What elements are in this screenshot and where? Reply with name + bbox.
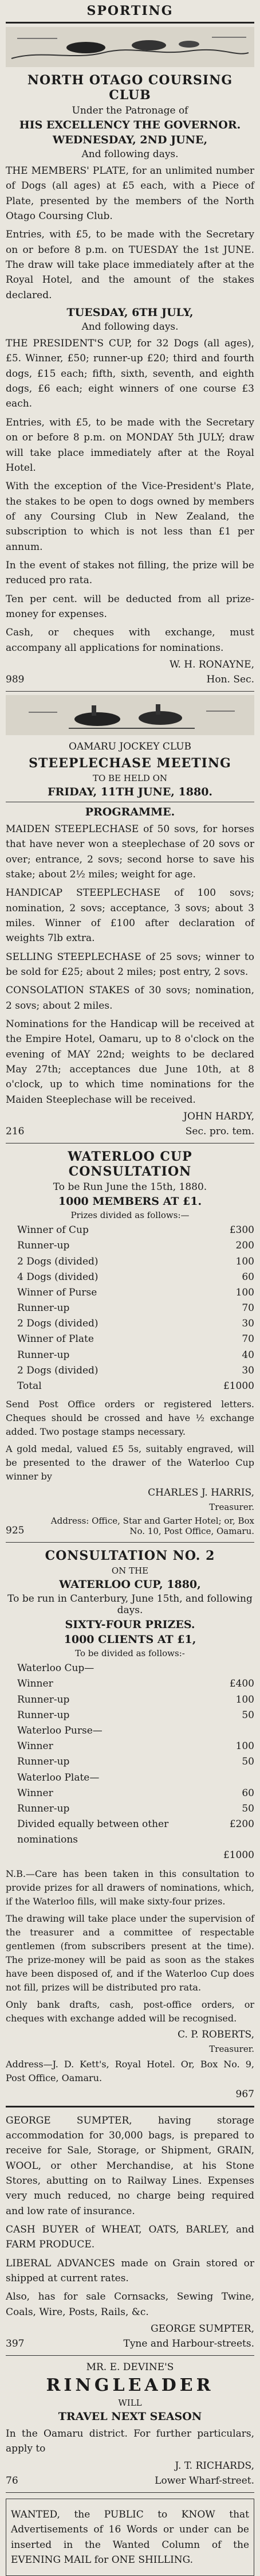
consultation-members: 1000 CLIENTS AT £1, [64,1633,196,1646]
jockey-footer [6,1126,254,1137]
jockey-signer: JOHN HARDY, [183,1111,254,1123]
prize-row: Winner of Plate 70 [17,1333,254,1345]
prizes-heading: Prizes divided as follows:— [70,1210,190,1221]
prize-row: 2 Dogs (divided) 30 [17,1318,254,1330]
group-head: Waterloo Purse— [17,1724,103,1736]
prize-row: Winner 60 [17,1787,254,1799]
ad-ref: 989 [6,673,25,685]
divider [6,691,254,692]
devine-travel: TRAVEL NEXT SEASON [58,2410,202,2423]
event-note: In the event of stakes not filling, the prize will be reduced pro rata. [6,559,254,587]
prize-row: 2 Dogs (divided) 30 [17,1364,254,1376]
prize-row: Winner 100 [17,1740,254,1753]
prize-row: 2 Dogs (divided) 100 [17,1255,254,1267]
prize-row: Winner £400 [17,1678,254,1690]
signer-title: Hon. Sec. [206,673,254,685]
prize-row: Runner-up 40 [17,1349,254,1361]
consultation-bank: Only bank drafts, cash, post-office orders, or cheques with exchange added will be recognised. [6,1999,254,2024]
prize-row: Runner-up 50 [17,1802,254,1814]
prize-row: Runner-up 50 [17,1756,254,1768]
waterloo-signer-title: Treasurer. [209,1502,254,1513]
divider [6,2355,254,2356]
sumpter-ad [6,2113,254,2349]
ad-ref: 216 [6,1126,25,1138]
cash-note: Cash, or cheques with exchange, must accompany all applications for nominations. [6,627,254,654]
consultation-division: To be divided as follows:- [75,1648,185,1659]
ten-percent-note: Ten per cent. will be deducted from all prize-money for expenses. [6,593,254,620]
coursing-ad [6,73,254,685]
date-one: WEDNESDAY, 2ND JUNE, [52,134,208,146]
race-item: MAIDEN STEEPLECHASE of 50 sovs, for horses that have never won a steeplechase of 20 sovs or over; entrance, 2 sovs; second horse to save his stake; about 2½ miles; weight for age. [6,823,254,880]
programme-heading: PROGRAMME. [85,805,175,818]
to-be-held: TO BE HELD ON [92,772,168,783]
prize-row: Runner-up 50 [17,1709,254,1721]
jockey-ad [6,741,254,1137]
divider [6,2106,254,2107]
sumpter-text: GEORGE SUMPTER, having storage accommodation for 30,000 bags, is prepared to receive for Sale, Storage, or Shipment, GRAIN, WOOL, or other Merchandise, at his Stone Stores, abutting on to Railway Lines. Expenses very much reduced, no charge being required and low rate of insurance. [6,2114,254,2217]
coursing-footer [6,674,254,685]
race-item: HANDICAP STEEPLECHASE of 100 sovs; nomination, 2 sovs; acceptance, 3 sovs; about 3 miles. Winner of £100 after declaration of weights 7lb extra. [6,887,254,944]
prize-total: £1000 [223,1849,254,1861]
coursing-signer: W. H. RONAYNE, [169,658,254,670]
entries-one: Entries, with £5, to be made with the Secretary on or before 8 p.m. on TUESDAY the 1st JUNE. The draw will take place immediately after at the Royal Hotel, and the amount of the stakes declared. [6,229,254,301]
consultation-prize-list [17,1661,254,1863]
consultation-run: To be run in Canterbury, June 15th, and following days. [7,1593,253,1617]
divider [6,1542,254,1543]
waterloo-note-one: Send Post Office orders or registered letters. Cheques should be crossed and have ½ exchange added. Two postage stamps necessary. [6,1399,254,1438]
entries-two: Entries, with £5, to be made with the Secretary on or before 8 p.m. on MONDAY 5th JULY; draw will take place immediately after at the Royal Hotel. [6,416,254,474]
signer-title: Sec. pro. tem. [185,1126,254,1138]
prize-row: Runner-up 200 [17,1240,254,1252]
prize-total: Total £1000 [17,1380,254,1392]
divider [6,2492,254,2493]
ad-ref: 397 [6,2338,25,2350]
waterloo-title: WATERLOO CUP CONSULTATION [68,1149,192,1180]
prize-row: 4 Dogs (divided) 60 [17,1271,254,1283]
divider [6,22,254,24]
group-head: Waterloo Cup— [17,1662,94,1675]
consultation-nb: N.B.—Care has been taken in this consultation to provide prizes for all drawers of nominations, which, if the Waterloo fills, will make sixty-four prizes. [6,1868,254,1907]
nominations-note: Nominations for the Handicap will be received at the Empire Hotel, Oamaru, up to 8 o'clock on the evening of MAY 22nd; weights to be declared May 27th; acceptances due June 10th, at 8 o'clock, up to which time nominations for the Maiden Steeplechase will be received. [6,1018,254,1106]
devine-ad [6,2362,254,2487]
prize-list [17,1223,254,1394]
sumpter-liberal: LIBERAL ADVANCES made on Grain stored or shipped at current rates. [6,2257,254,2285]
prize-row: Winner of Cup £300 [17,1224,254,1236]
wanted-text: WANTED, the PUBLIC to KNOW that Advertisements of 16 Words or under can be inserted in the Wanted Column of the EVENING MAIL for ONE SHILLING. [11,2508,249,2566]
patronage-line: Under the Patronage of [72,105,188,116]
exception-note: With the exception of the Vice-President's Plate, the stakes to be open to dogs owned by members of any Coursing Club in New Zealand, the subscription to which is not less than £1 per annum. [6,481,254,553]
date-one-days: And following days. [81,149,179,160]
waterloo-ad [6,1149,254,1536]
steeplechase-engraving [6,695,254,735]
consultation-on: ON THE [111,1566,149,1576]
jockey-title: STEEPLECHASE MEETING [29,755,231,771]
devine-big: RINGLEADER [46,2375,214,2396]
patron-name: HIS EXCELLENCY THE GOVERNOR. [19,119,241,131]
waterloo-run: To be Run June the 15th, 1880. [53,1181,207,1193]
consultation-signer-title: Treasurer. [209,2043,254,2054]
sumpter-signer: GEORGE SUMPTER, [151,2323,254,2335]
group-head: Waterloo Plate— [17,1771,100,1783]
devine-footer [6,2475,254,2487]
consultation-signer: C. P. ROBERTS, [178,2028,254,2040]
wanted-ad [6,2499,254,2576]
race-item: SELLING STEEPLECHASE of 25 sovs; winner to be sold for £25; about 2 miles; post entry, 2 sovs. [6,951,254,978]
ad-ref: 925 [6,1525,25,1537]
prize-row: Runner-up 100 [17,1693,254,1705]
section-header: SPORTING [86,3,174,18]
prize-row: Runner-up 70 [17,1302,254,1314]
waterloo-address: Address: Office, Star and Garter Hotel; or, Box No. 10, Post Office, Oamaru. [50,1516,254,1537]
consultation-prizes: SIXTY-FOUR PRIZES. [65,1618,195,1632]
devine-title: MR. E. DEVINE'S [86,2362,174,2374]
consultation-title: CONSULTATION NO. 2 [45,1548,215,1564]
devine-will: WILL [118,2398,142,2409]
date-two-days: And following days. [81,321,179,333]
devine-signer: J. T. RICHARDS, [175,2460,254,2472]
sumpter-footer [6,2338,254,2349]
waterloo-note-two: A gold medal, valued £5 5s, suitably engraved, will be presented to the drawer of the Waterloo Cup winner by [6,1443,254,1482]
sumpter-also: Also, has for sale Cornsacks, Sewing Twine, Coals, Wire, Posts, Rails, &c. [6,2291,254,2318]
jockey-date: FRIDAY, 11TH JUNE, 1880. [47,785,213,798]
members-plate: THE MEMBERS' PLATE, for an unlimited number of Dogs (all ages) at £5 each, with a Piece of Plate, presented by the members of the North Otago Coursing Club. [6,165,254,223]
presidents-cup: THE PRESIDENT'S CUP, for 32 Dogs (all ages), £5. Winner, £50; runner-up £20; third and fourth dogs, £15 each; fifth, sixth, seventh, and eighth dogs, £6 each; eight winners of one course £3 each. [6,338,254,410]
consultation-ad [6,1548,254,2099]
jockey-club: OAMARU JOCKEY CLUB [68,740,192,752]
race-item: CONSOLATION STAKES of 30 sovs; nomination, 2 sovs; about 2 miles. [6,985,254,1012]
ad-ref: 76 [6,2474,18,2487]
devine-district: In the Oamaru district. For further particulars, apply to [6,2428,254,2455]
waterloo-signer: CHARLES J. HARRIS, [148,1487,254,1499]
consultation-address: Address—J. D. Kett's, Royal Hotel. Or, Box No. 9, Post Office, Oamaru. [6,2058,254,2083]
waterloo-footer [6,1516,254,1536]
coursing-title: NORTH OTAGO COURSING CLUB [27,73,233,103]
sumpter-buyer: CASH BUYER of WHEAT, OATS, BARLEY, and FARM PRODUCE. [6,2224,254,2251]
signer-title: Lower Wharf-street. [155,2474,254,2487]
ad-ref: 967 [235,2088,254,2100]
prize-row: Divided equally between other nominations £200 [17,1818,254,1846]
prize-row: Winner of Purse 100 [17,1286,254,1298]
date-two: TUESDAY, 6TH JULY, [66,306,194,319]
consultation-cup: WATERLOO CUP, 1880, [59,1578,201,1591]
consultation-drawing: The drawing will take place under the supervision of the treasurer and a committee of respectable gentlemen (from subscribers present at the time). The prize-money will be paid as soon as the stakes have been disposed of, and if the Waterloo Cup does not fill, prizes will be distributed pro rata. [6,1913,254,1993]
waterloo-members: 1000 MEMBERS AT £1. [58,1195,202,1208]
signer-title: Tyne and Harbour-streets. [123,2338,254,2350]
coursing-engraving [6,27,254,67]
